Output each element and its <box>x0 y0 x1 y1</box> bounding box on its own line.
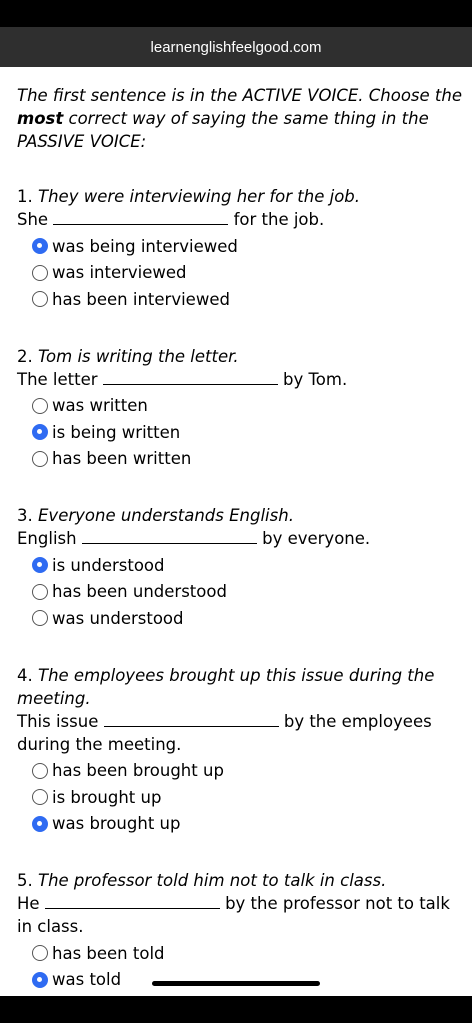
question-number: 1. <box>17 187 33 206</box>
question-sentence <box>17 208 462 231</box>
radio-unselected-icon[interactable] <box>32 789 48 805</box>
answer-option[interactable] <box>32 940 462 967</box>
instructions-text-1: The first sentence is in the ACTIVE VOICE. Choose the <box>17 86 463 105</box>
sentence-end: by the professor not to talk in class. <box>17 894 450 936</box>
sentence-end: by Tom. <box>283 369 348 389</box>
answer-option[interactable] <box>32 393 462 420</box>
home-indicator <box>152 981 320 986</box>
sentence-end: by the employees during the meeting. <box>17 711 432 754</box>
radio-unselected-icon[interactable] <box>32 945 48 961</box>
answer-option[interactable] <box>32 579 462 606</box>
answer-option[interactable] <box>32 605 462 632</box>
question-number: 2. <box>17 346 33 366</box>
quiz-content <box>17 84 462 1020</box>
radio-unselected-icon[interactable] <box>32 584 48 600</box>
radio-unselected-icon[interactable] <box>32 763 48 779</box>
option-label: has been brought up <box>52 761 224 781</box>
sentence-start: He <box>17 894 40 913</box>
answer-options <box>32 233 462 313</box>
answer-blank <box>53 210 228 225</box>
question-3 <box>17 504 462 632</box>
question-number: 5. <box>17 871 33 890</box>
radio-unselected-icon[interactable] <box>32 291 48 307</box>
status-bar <box>0 0 472 27</box>
url-bar[interactable] <box>0 27 472 67</box>
question-prompt-line <box>17 185 462 208</box>
option-label: has been understood <box>52 582 227 602</box>
option-label: was brought up <box>52 814 181 834</box>
answer-blank <box>103 370 278 385</box>
answer-option[interactable] <box>32 286 462 313</box>
option-label: has been interviewed <box>52 289 230 309</box>
answer-blank <box>82 529 257 544</box>
radio-selected-icon[interactable] <box>32 557 48 573</box>
answer-option[interactable] <box>32 552 462 579</box>
option-label: has been told <box>52 943 165 963</box>
question-sentence <box>17 527 462 550</box>
radio-selected-icon[interactable] <box>32 816 48 832</box>
question-prompt: The employees brought up this issue during the meeting. <box>17 665 435 708</box>
answer-options <box>32 758 462 838</box>
question-4 <box>17 664 462 838</box>
option-label: was understood <box>52 608 184 628</box>
question-1 <box>17 185 462 313</box>
answer-options <box>32 393 462 473</box>
sentence-start: This issue <box>17 711 99 731</box>
answer-option[interactable] <box>32 758 462 785</box>
answer-option[interactable] <box>32 967 462 994</box>
instructions-text-2: correct way of saying the same thing in the PASSIVE VOICE: <box>17 109 429 151</box>
question-prompt-line <box>17 869 462 892</box>
answer-option[interactable] <box>32 419 462 446</box>
question-prompt: The professor told him not to talk in class. <box>38 871 387 890</box>
option-label: was interviewed <box>52 263 187 283</box>
answer-option[interactable] <box>32 233 462 260</box>
question-number: 3. <box>17 506 33 525</box>
radio-unselected-icon[interactable] <box>32 398 48 414</box>
bottom-bar <box>0 996 472 1023</box>
option-label: was written <box>52 396 148 416</box>
radio-unselected-icon[interactable] <box>32 265 48 281</box>
question-prompt: Tom is writing the letter. <box>38 346 239 366</box>
answer-blank <box>104 712 279 727</box>
option-label: was told <box>52 970 122 990</box>
answer-option[interactable] <box>32 811 462 838</box>
option-label: is understood <box>52 555 165 575</box>
sentence-start: The letter <box>17 369 98 389</box>
answer-option[interactable] <box>32 784 462 811</box>
radio-unselected-icon[interactable] <box>32 610 48 626</box>
answer-option[interactable] <box>32 260 462 287</box>
question-prompt-line <box>17 664 462 710</box>
instructions-bold: most <box>17 109 64 128</box>
instructions <box>17 84 462 153</box>
answer-blank <box>45 894 220 909</box>
question-sentence <box>17 368 462 391</box>
question-sentence <box>17 892 462 938</box>
radio-selected-icon[interactable] <box>32 424 48 440</box>
sentence-end: by everyone. <box>262 529 371 548</box>
question-prompt-line <box>17 345 462 368</box>
option-label: has been written <box>52 449 192 469</box>
option-label: is brought up <box>52 787 162 807</box>
option-label: was being interviewed <box>52 236 238 256</box>
radio-selected-icon[interactable] <box>32 238 48 254</box>
url-text: learnenglishfeelgood.com <box>150 38 322 56</box>
question-number: 4. <box>17 665 33 685</box>
answer-options <box>32 552 462 632</box>
question-prompt-line <box>17 504 462 527</box>
sentence-start: English <box>17 529 77 548</box>
question-prompt: Everyone understands English. <box>38 506 294 525</box>
option-label: is being written <box>52 422 181 442</box>
sentence-start: She <box>17 210 49 229</box>
answer-option[interactable] <box>32 446 462 473</box>
sentence-end: for the job. <box>233 210 325 229</box>
question-prompt: They were interviewing her for the job. <box>38 187 361 206</box>
question-2 <box>17 345 462 473</box>
radio-unselected-icon[interactable] <box>32 451 48 467</box>
radio-selected-icon[interactable] <box>32 972 48 988</box>
question-sentence <box>17 710 462 756</box>
